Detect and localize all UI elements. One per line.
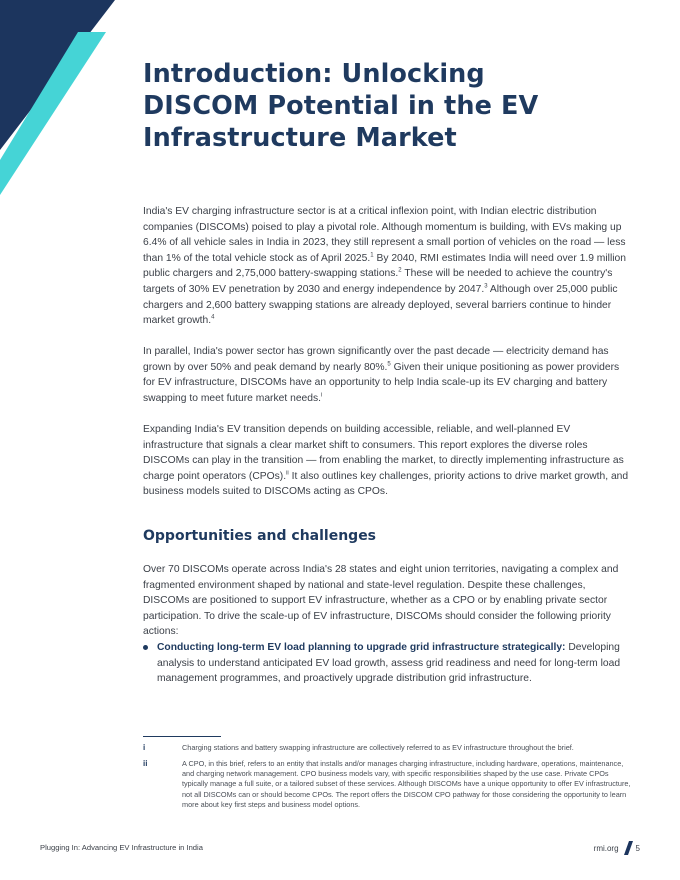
footnote-text: A CPO, in this brief, refers to an entity that installs and/or manages charging infrastructure, including hardware, operations, maintenance, and charging network management. CPO business models vary, with specific responsibilities shaped by the use case. Private CPOs typically manage a full suite, or a tailored subset of these services. Although DISCOMs have a unique opportunity to offer EV infrastructure, not all DISCOMs can or should become CPOs. The report offers the DISCOM CPO pathway for those considering the opportunity to learn more about key first steps and business model options. xyxy=(182,759,631,809)
bullet-icon xyxy=(143,645,148,650)
paragraph-3-text: Expanding India's EV transition depends on building accessible, reliable, and well-planned EV infrastructure that signals a clear market shift to consumers. This report explores the diverse roles DISCOMs can play in the transition — from enabling the market, to directly implementing infrastructure as charge point operators (CPOs).$^{ii}$ It also outlines key challenges, priority actions to drive market growth, and business models suited to DISCOMs acting as CPOs. xyxy=(143,424,629,498)
footnote-text: Charging stations and battery swapping infrastructure are collectively referred to as EV infrastructure throughout the brief. xyxy=(182,743,574,752)
footnote-ii xyxy=(143,759,635,810)
footnote-ref[interactable]: 5 xyxy=(387,361,391,368)
slash-icon xyxy=(624,841,633,855)
footer-site-link[interactable]: rmi.org xyxy=(593,843,619,853)
paragraph-4-text: Over 70 DISCOMs operate across India's 28 states and eight union territories, navigating a complex and fragmented environment shaped by national and state-level regulation. Despite these challenges, DISCOMs are positioned to support EV infrastructure, whether as a CPO or by enabling private sector participation. To drive the scale-up of EV infrastructure, DISCOMs should consider the following priority actions: xyxy=(143,564,619,638)
footnote-ref[interactable]: 1 xyxy=(370,252,374,259)
footnote-ref[interactable]: i xyxy=(321,392,323,399)
bullet-text: Developing analysis to understand anticipated EV load growth, assess grid readiness and need for long-term load management programmes, and proactively upgrade distribution grid infrastructure. xyxy=(157,642,621,685)
footnote-ref[interactable]: ii xyxy=(286,470,289,477)
footnote-marker: i xyxy=(143,743,146,752)
paragraph-4 xyxy=(143,562,633,640)
footnote-marker: ii xyxy=(143,759,148,768)
paragraph-2 xyxy=(143,344,633,406)
footer-right xyxy=(594,841,640,855)
section-heading: Opportunities and challenges xyxy=(143,528,377,544)
footnote-i xyxy=(143,743,635,753)
paragraph-3 xyxy=(143,422,633,500)
list-item xyxy=(143,640,635,687)
paragraph-2-text: In parallel, India's power sector has grown significantly over the past decade — electricity demand has grown by over 50% and peak demand by nearly 80%.$^5$ Given their unique positioning as power providers for EV infrastructure, DISCOMs have an opportunity to help India scale-up its EV charging and battery swapping to meet future market needs.$^i$ xyxy=(143,346,620,404)
corner-graphic xyxy=(0,0,120,210)
footer-report-title: Plugging In: Advancing EV Infrastructure in India xyxy=(40,843,203,852)
page-number: 5 xyxy=(635,843,640,853)
footnote-ref[interactable]: 3 xyxy=(484,283,488,290)
footnote-divider xyxy=(143,736,221,737)
bullet-bold-lead: Conducting long-term EV load planning to upgrade grid infrastructure strategically: xyxy=(157,642,566,653)
footnote-ref[interactable]: 2 xyxy=(398,267,402,274)
footnote-ref[interactable]: 4 xyxy=(211,314,215,321)
page-title: Introduction: Unlocking DISCOM Potential in the EV Infrastructure Market xyxy=(143,59,539,153)
paragraph-1 xyxy=(143,204,633,329)
paragraph-1-text: India's EV charging infrastructure sector is at a critical inflexion point, with Indian electric distribution companies (DISCOMs) poised to play a pivotal role. Although momentum is building, with EVs making up 6.4% of all vehicle sales in India in 2023, they still represent a small portion of vehicles on the road — less than 1% of the total vehicle stock as of April 2025.$^1$ By 2040, RMI estimates India will need over 1.9 million public chargers and 2,75,000 battery-swapping stations.$^2$ These will be needed to achieve the country's targets of 30% EV penetration by 2030 and energy independence by 2047.$^3$ Although over 25,000 public chargers and 2,600 battery swapping stations are already deployed, several barriers continue to hinder market growth.$^4$ xyxy=(143,206,626,327)
